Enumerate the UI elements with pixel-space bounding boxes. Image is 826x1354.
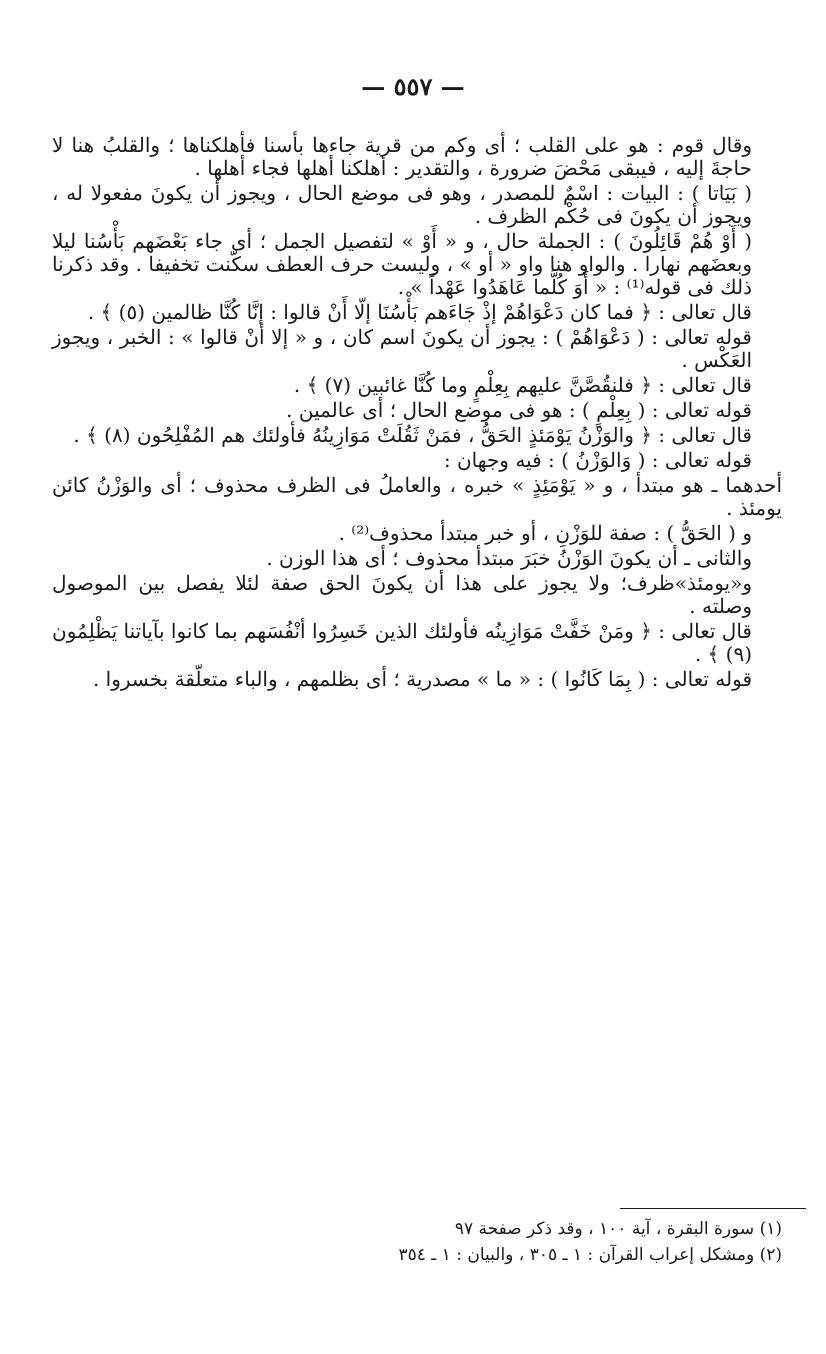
paragraph-14: قال تعالى : ﴿ ومَنْ خَفَّتْ مَوَازِينُه فأولئك الذين خَسِرُوا أنْفُسَهم بما كانوا بآياتنا يَظْلِمُون (٩) ﴾ . bbox=[52, 619, 752, 666]
page-number: — ٥٥٧ — bbox=[361, 72, 465, 101]
footnote-divider bbox=[620, 1208, 806, 1209]
footnote-2: (٢) ومشكل إعراب القرآن : ١ ـ ٣٠٥ ، والبيان : ١ ـ ٣٥٤ bbox=[398, 1245, 782, 1265]
paragraph-15: قوله تعالى : ( بِمَا كَانُوا ) : « ما » مصدرية ؛ أى بظلمهم ، والباء متعلّقة بخسروا . bbox=[92, 667, 752, 691]
paragraph-13: و«يومئذ»ظرف؛ ولا يجوز على هذا أن يكونَ الحق صفة لئلا يفصل بين الموصول وصلته . bbox=[52, 571, 752, 618]
paragraph-1: وقال قوم : هو على القلب ؛ أى وكم من قرية جاءها بأسنا فأهلكناها ؛ والقلبُ هنا لا حاجةَ إليه ، فيبقى مَحْضَ ضرورة ، والتقدير : أهلكنا أهلها فجاء أهلها . bbox=[52, 133, 752, 180]
paragraph-8: قال تعالى : ﴿ والوَزْنُ يَوْمَئذٍ الحَقُّ ، فمَنْ ثَقُلَتْ مَوَازِينُهُ فأولئك هم المُفْلِحُون (٨) ﴾ . bbox=[73, 423, 752, 447]
paragraph-3: ( أَوْ هُمْ قَائِلُونَ ) : الجملة حال ، و « أَوْ » لتفصيل الجمل ؛ أى جاء بَعْضَهم بَأْسُنا ليلا وبعضَهم نهارا . والواو هنا واو « أو » ، وليست حرف العطف سكّنت تخفيفا . وقد ذكرنا ذلك فى قوله⁽¹⁾ : « أَوَ كُلَّما عَاهَدُوا عَهْداً » . bbox=[52, 229, 752, 299]
paragraph-5: قوله تعالى : ( دَعْوَاهُمْ ) : يجوز أن يكونَ اسم كان ، و « إلا أنْ قالوا » : الخبر ، ويجوز العَكْس . bbox=[52, 325, 752, 372]
paragraph-6: قال تعالى : ﴿ فلنقُصَّنَّ عليهم بِعِلْمٍ وما كُنَّا غائبين (٧) ﴾ . bbox=[293, 373, 752, 397]
footnote-1: (١) سورة البقرة ، آية ١٠٠ ، وقد ذكر صفحة ٩٧ bbox=[454, 1219, 782, 1239]
paragraph-11: و ( الحَقُّ ) : صفة للوَزْنِ ، أو خبر مبتدأ محذوف⁽²⁾ . bbox=[338, 521, 752, 545]
paragraph-4: قال تعالى : ﴿ فما كان دَعْوَاهُمْ إذْ جَاءَهم بَأْسُنَا إلّا أَنْ قالوا : إنَّا كُنَّا ظالمين (٥) ﴾ . bbox=[87, 300, 752, 324]
paragraph-2: ( بَيَاتا ) : البيات : اسْمٌ للمصدر ، وهو فى موضع الحال ، ويجوز أن يكونَ مفعولا له ، ويجوز أن يكونَ فى حُكْم الظرف . bbox=[52, 181, 752, 228]
paragraph-12: والثانى ـ أن يكونَ الوَزْنُ خبَرَ مبتدأ محذوف ؛ أى هذا الوزن . bbox=[266, 546, 752, 570]
footnotes bbox=[52, 1216, 802, 1268]
paragraph-10: أحدهما ـ هو مبتدأ ، و « يَوْمَئِذٍ » خبره ، والعاملُ فى الظرف محذوف ؛ أى والوَزْنُ كائن يومئذ . bbox=[52, 473, 782, 520]
paragraph-7: قوله تعالى : ( بِعِلْمٍ ) : هو فى موضع الحال ؛ أى عالمين . bbox=[286, 398, 752, 422]
page-body bbox=[52, 134, 782, 691]
paragraph-9: قوله تعالى : ( وَالوَزْنُ ) : فيه وجهان : bbox=[443, 448, 752, 472]
